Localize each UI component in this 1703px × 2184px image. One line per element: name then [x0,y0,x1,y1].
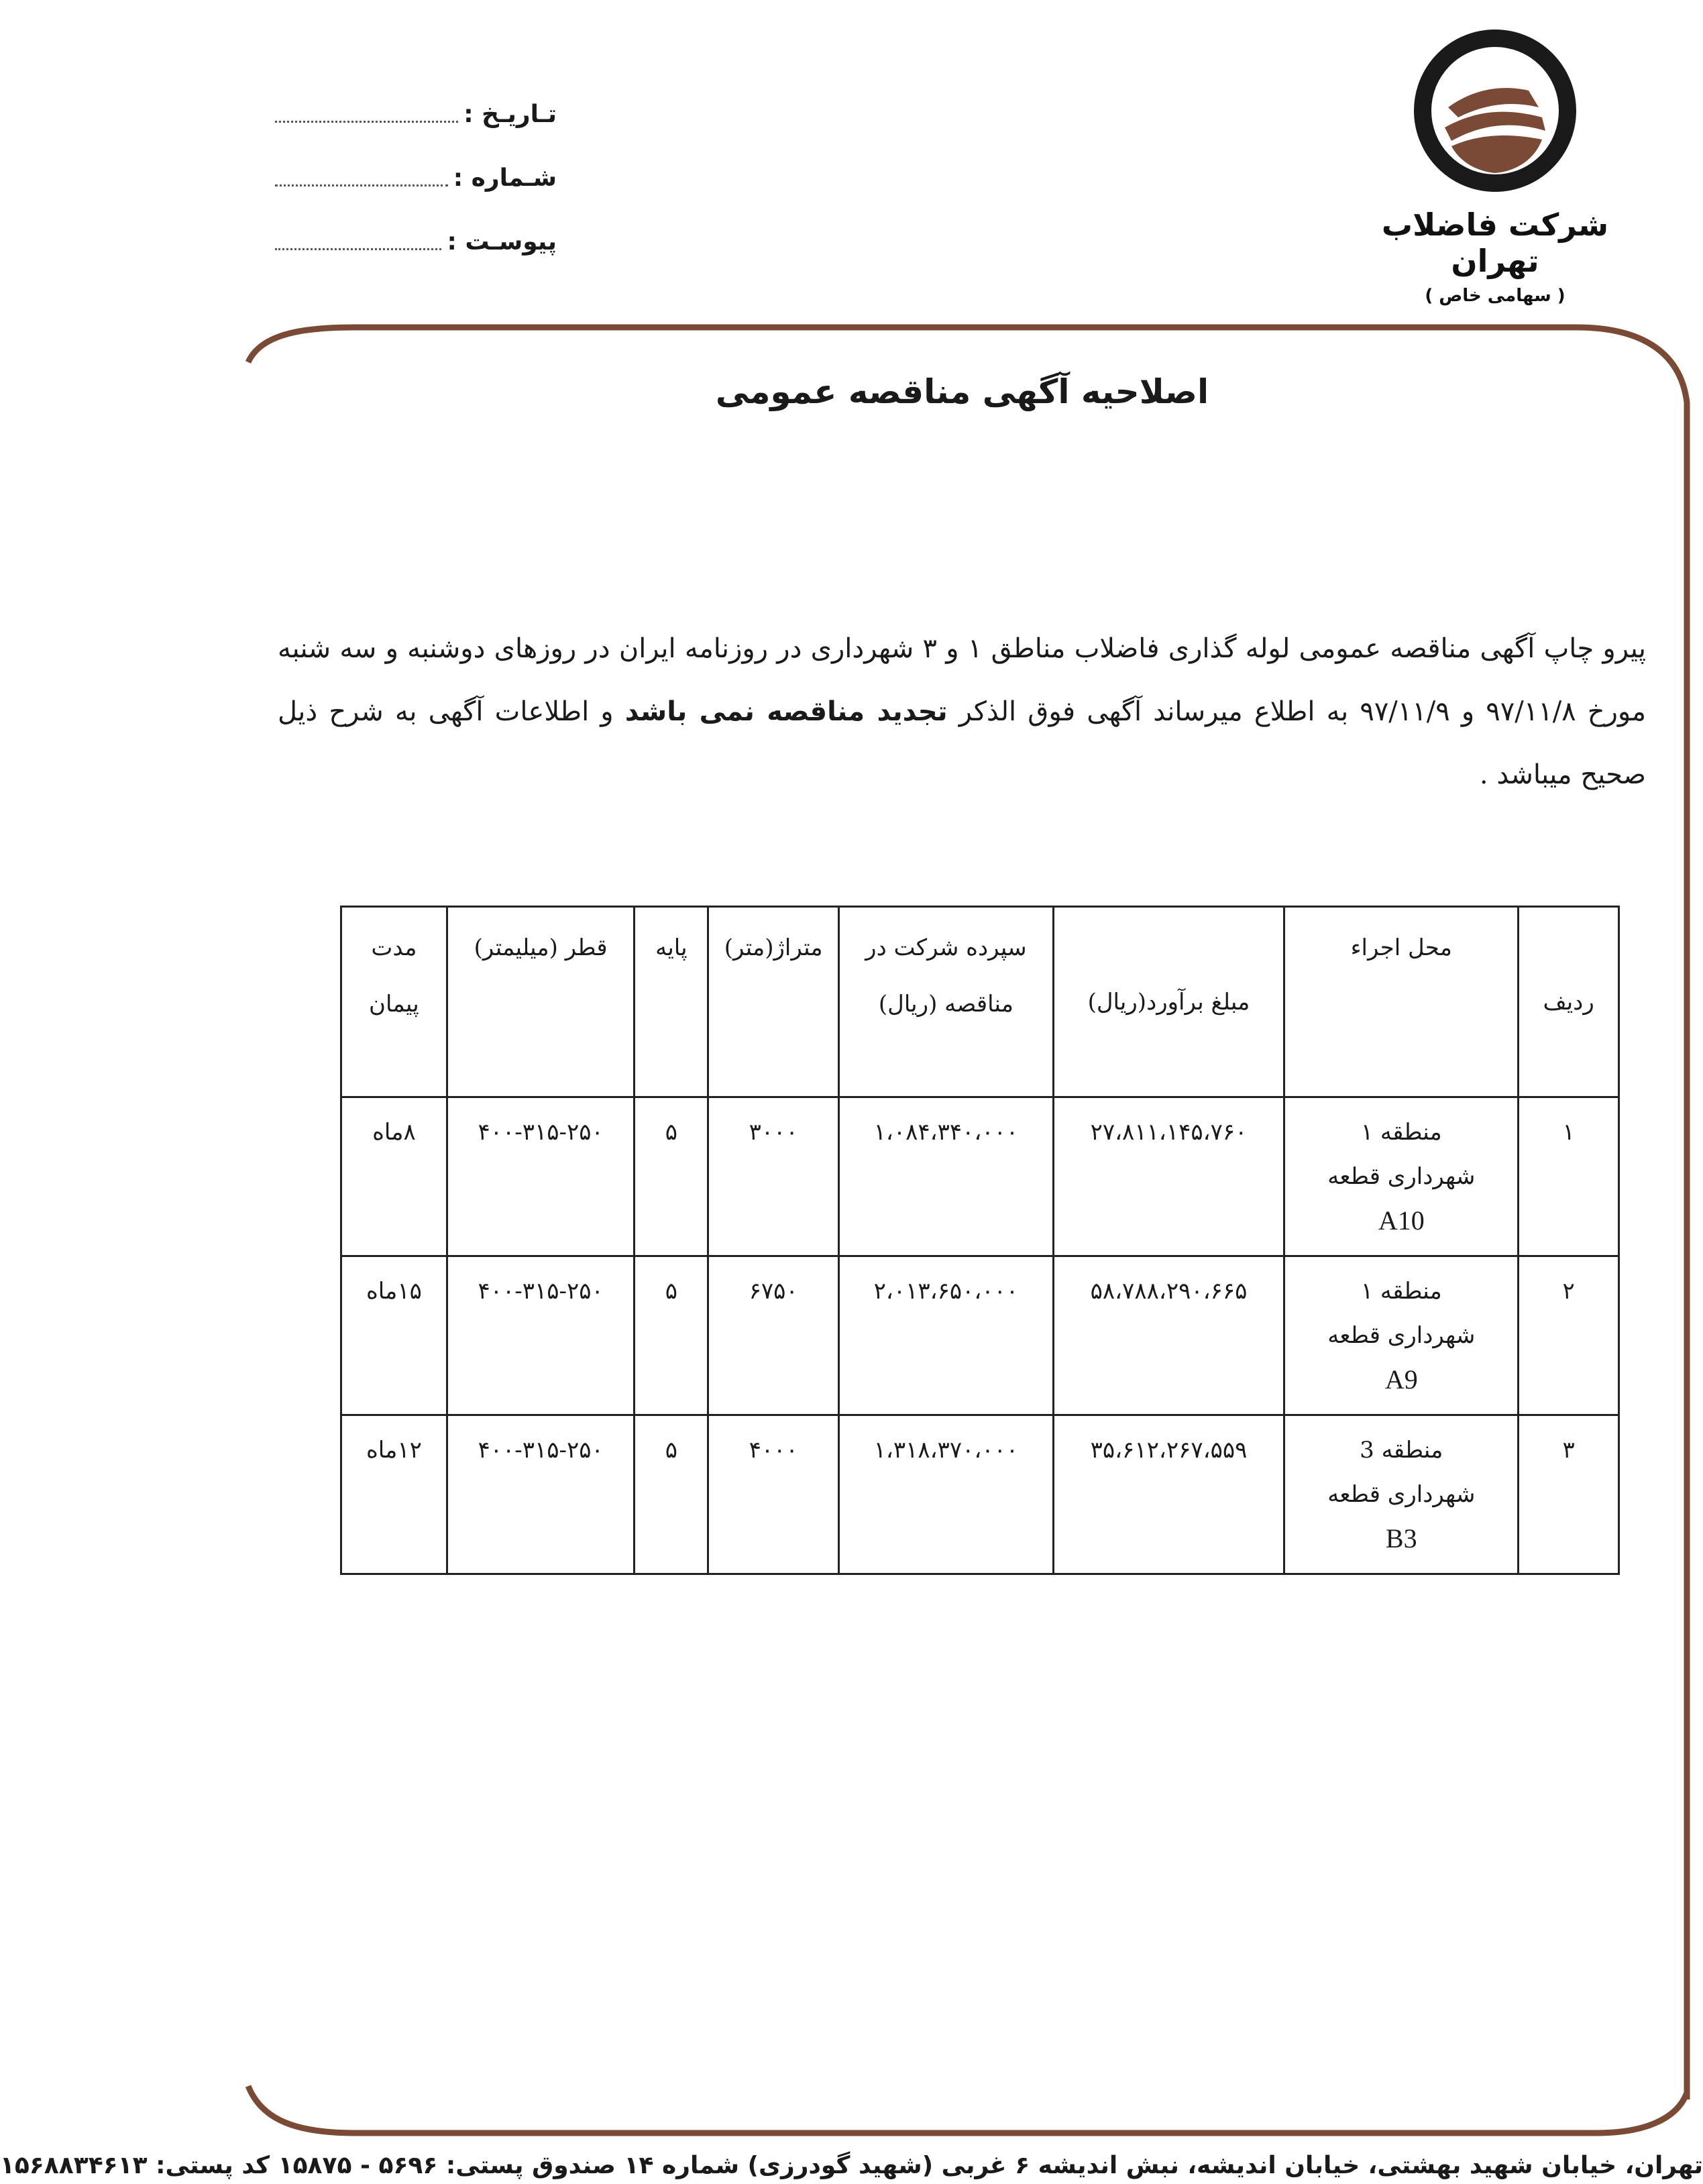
header-deposit: سپرده شرکت در مناقصه (ریال) [839,907,1054,1097]
number-field [275,164,557,192]
cell-deposit: ۱،۳۱۸،۳۷۰،۰۰۰ [839,1415,1054,1574]
header-row-no: ردیف [1519,907,1619,1097]
table-row [341,1097,1619,1256]
location-line2: شهرداری قطعه [1327,1322,1476,1349]
cell-estimate: ۲۷،۸۱۱،۱۴۵،۷۶۰ [1053,1097,1284,1256]
cell-length: ۳۰۰۰ [708,1097,839,1256]
number-label: شـماره : [453,164,557,192]
paragraph-bold: تجدید مناقصه نمی باشد [624,696,948,727]
cell-location [1284,1256,1519,1415]
header-duration: مدت پیمان [341,907,447,1097]
cell-row-no: ۲ [1519,1256,1619,1415]
cell-diameter: ۴۰۰-۳۱۵-۲۵۰ [447,1415,635,1574]
company-type: ( سهامی خاص ) [1425,286,1565,306]
table-row [341,1415,1619,1574]
footer-address: تهران، خیابان شهید بهشتی، خیابان اندیشه، نبش اندیشه ۶ غربی (شهید گودرزی) شماره ۱۴ صندوق پستی: ۵۶۹۶ - ۱۵۸۷۵ کد پستی: ۱۵۶۸۸۳۴۶۱۳ [0,2152,1703,2179]
date-label: تـاریـخ : [463,101,557,128]
header-length: متراژ(متر) [708,907,839,1097]
cell-deposit: ۱،۰۸۴،۳۴۰،۰۰۰ [839,1097,1054,1256]
header-diameter: قطر (میلیمتر) [447,907,635,1097]
cell-duration: ۸ماه [341,1097,447,1256]
letterhead-logo-block [1361,27,1629,306]
bottom-frame-curve [248,2086,1687,2133]
attachment-field [275,228,557,256]
date-dotted-line [275,121,458,123]
cell-location [1284,1097,1519,1256]
location-line1: منطقه ۱ [1360,1119,1442,1146]
paragraph-part2: و اطلاعات آگهی به شرح ذیل صحیح میباشد . [278,696,1646,790]
cell-estimate: ۳۵،۶۱۲،۲۶۷،۵۵۹ [1053,1415,1284,1574]
body-paragraph [278,617,1646,806]
cell-estimate: ۵۸،۷۸۸،۲۹۰،۶۶۵ [1053,1256,1284,1415]
number-dotted-line [275,184,448,186]
table-row [341,1256,1619,1415]
paragraph-part1: پیرو چاپ آگهی مناقصه عمومی لوله گذاری فاضلاب مناطق ۱ و ۳ شهرداری در روزنامه ایران در روزهای دوشنبه و سه شنبه مورخ ۹۷/۱۱/۸ و ۹۷/۱۱/۹ به اطلاع میرساند آگهی فوق الذکر [278,633,1647,727]
cell-deposit: ۲،۰۱۳،۶۵۰،۰۰۰ [839,1256,1054,1415]
location-code: A10 [1378,1205,1425,1236]
attachment-label: پیوسـت : [447,228,557,256]
cell-row-no: ۳ [1519,1415,1619,1574]
cell-duration: ۱۲ماه [341,1415,447,1574]
company-logo-icon [1411,27,1579,195]
location-line2: شهرداری قطعه [1327,1481,1476,1508]
cell-base: ۵ [635,1415,708,1574]
cell-base: ۵ [635,1256,708,1415]
cell-length: ۴۰۰۰ [708,1415,839,1574]
cell-duration: ۱۵ماه [341,1256,447,1415]
cell-diameter: ۴۰۰-۳۱۵-۲۵۰ [447,1097,635,1256]
location-line1: منطقه 3 [1360,1437,1443,1464]
location-code: B3 [1385,1523,1417,1553]
header-base: پایه [635,907,708,1097]
attachment-dotted-line [275,248,441,250]
header-estimate: مبلغ برآورد(ریال) [1053,907,1284,1097]
company-name: شرکت فاضلاب تهران [1381,207,1609,279]
tender-table [340,906,1620,1575]
header-location: محل اجراء [1284,907,1519,1097]
cell-base: ۵ [635,1097,708,1256]
location-code: A9 [1384,1364,1418,1395]
date-field [275,101,557,128]
cell-row-no: ۱ [1519,1097,1619,1256]
cell-length: ۶۷۵۰ [708,1256,839,1415]
table-header-row [341,907,1619,1097]
document-title: اصلاحیه آگهی مناقصه عمومی [715,372,1209,411]
cell-diameter: ۴۰۰-۳۱۵-۲۵۰ [447,1256,635,1415]
cell-location [1284,1415,1519,1574]
location-line2: شهرداری قطعه [1327,1163,1476,1190]
location-line1: منطقه ۱ [1360,1278,1442,1305]
